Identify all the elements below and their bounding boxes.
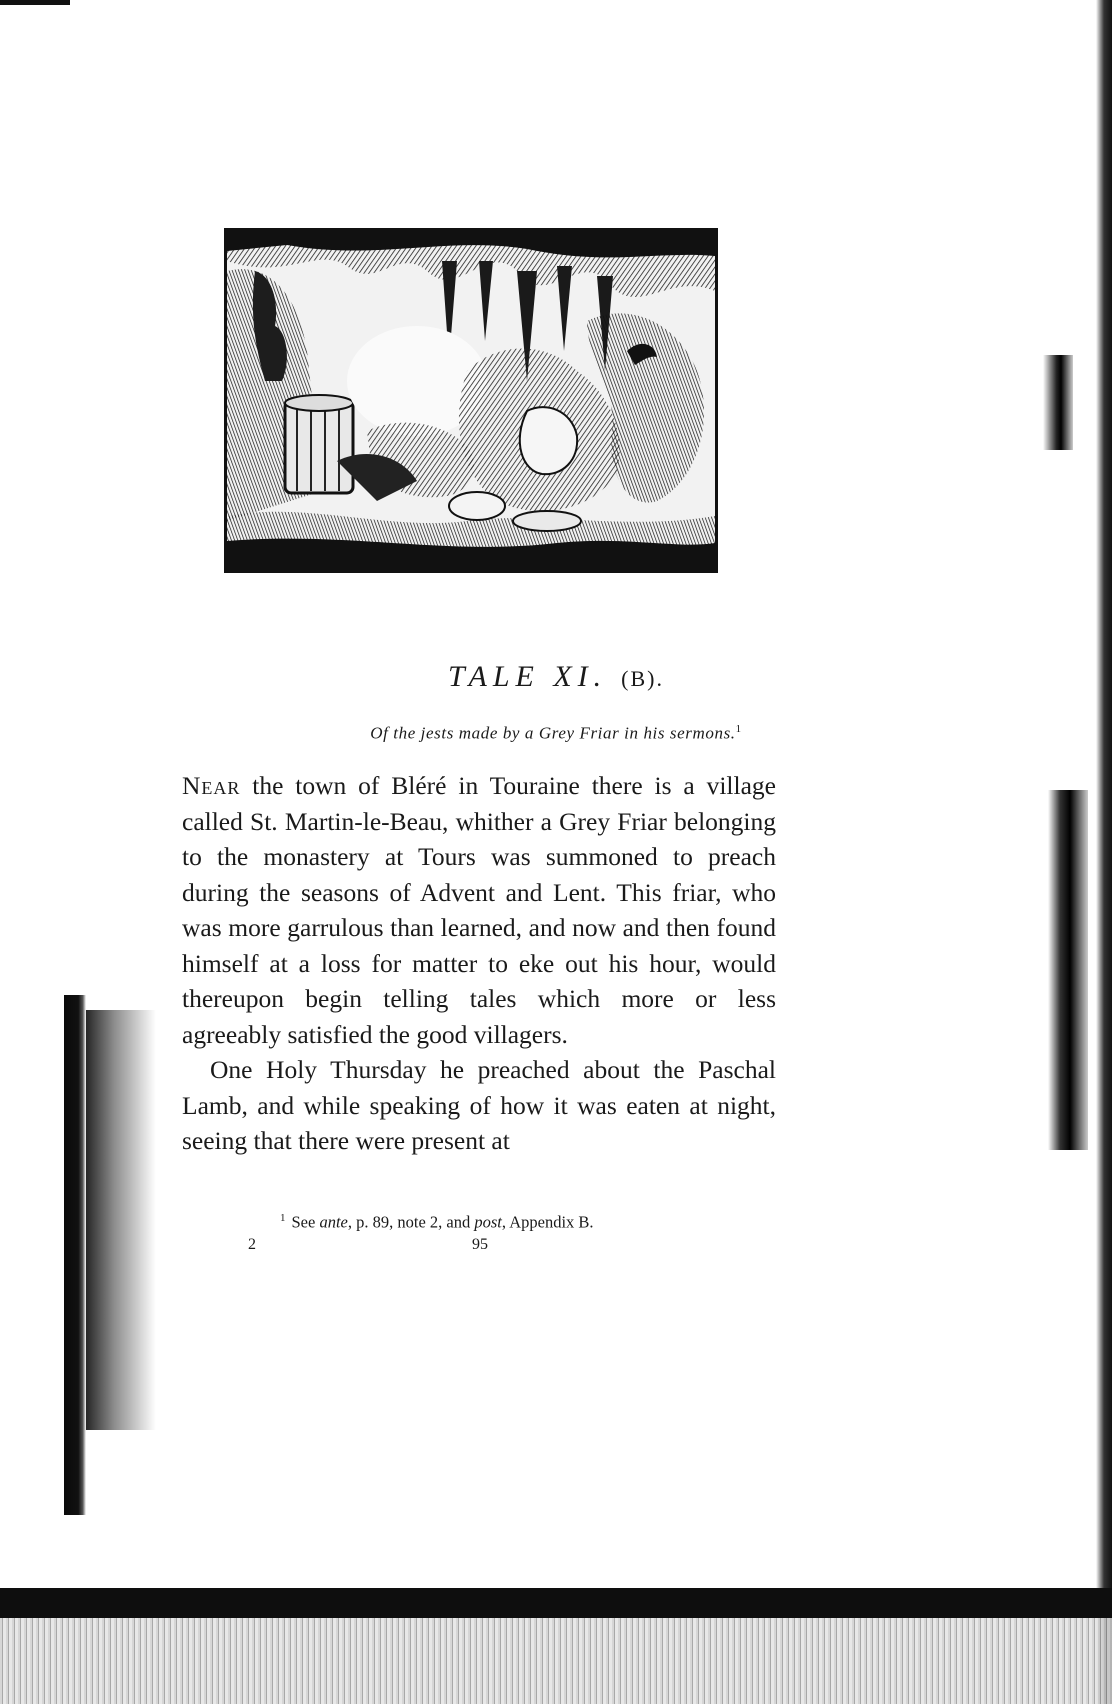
footnote-end: , Appendix B. <box>501 1212 594 1232</box>
scan-shadow-left <box>64 995 86 1515</box>
footnote <box>280 1212 594 1233</box>
footnote-number: 1 <box>280 1212 286 1224</box>
tale-subtitle-text: Of the jests made by a Grey Friar in his sermons. <box>370 723 736 743</box>
footnote-pre: See <box>291 1212 320 1232</box>
tale-title-variant: (B). <box>621 666 664 691</box>
tale-subtitle <box>0 723 1112 744</box>
scan-edge-right <box>1096 0 1112 1704</box>
footnote-mid: , p. 89, note 2, and <box>347 1212 475 1232</box>
paragraph-1 <box>182 768 776 1052</box>
scan-artifact-top <box>0 0 70 5</box>
scan-shadow-right-upper <box>1043 355 1073 450</box>
tale-illustration <box>224 228 718 573</box>
illustration-engraving <box>227 231 715 570</box>
footnote-post: post <box>474 1212 502 1232</box>
tale-title-number: TALE XI. <box>448 660 608 693</box>
scan-shadow-right-lower <box>1048 790 1088 1150</box>
tale-title <box>0 660 1112 694</box>
signature-mark: 2 <box>248 1236 256 1253</box>
scan-shadow-left-fade <box>86 1010 156 1430</box>
footnote-reference: 1 <box>735 723 742 735</box>
paragraph-1-lead: Near <box>182 771 241 800</box>
body-text <box>182 768 776 1159</box>
paragraph-2: One Holy Thursday he preached about the Paschal Lamb, and while speaking of how it was eaten at night, seeing that there were present at <box>182 1055 776 1155</box>
scan-bottom-strip <box>0 1588 1112 1704</box>
paragraph-1-text: the town of Bléré in Touraine there is a village called St. Martin-le-Beau, whither a Grey Friar belonging to the monastery at Tours was summoned to preach during the seasons of Advent and Lent. This friar, who was more garrulous than learned, and now and then found himself at a loss for matter to eke out his hour, would thereupon begin telling tales which more or less agreeably satisfied the good villagers. <box>182 771 776 1049</box>
footnote-ante: ante <box>319 1212 348 1232</box>
page-number: 95 <box>472 1236 488 1253</box>
scan-bottom-band <box>0 1588 1112 1618</box>
scan-bottom-speckle <box>0 1618 1112 1704</box>
